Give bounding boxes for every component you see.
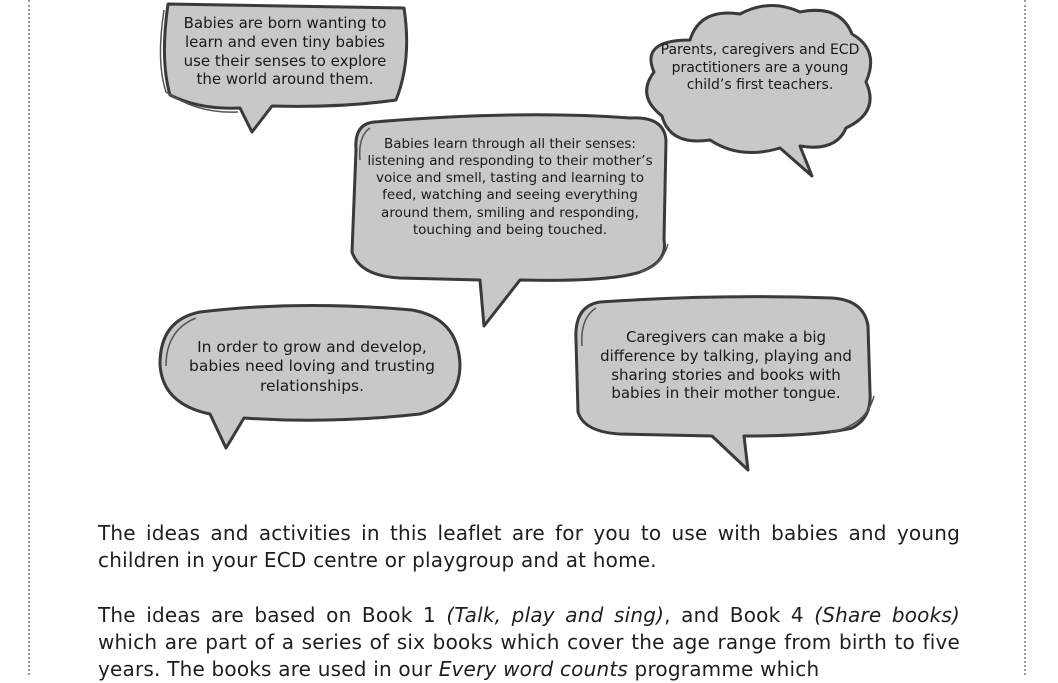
books-paragraph-part1: The ideas are based on Book 1 (98, 603, 447, 627)
bubble-text-3: Babies learn through all their senses: listening and responding to their mother’s voice and smell, tasting and learning to feed, watching and seeing everything around them, smiling and responding, touching and being touched. (367, 136, 653, 238)
book1-title: (Talk, play and sing) (446, 603, 665, 627)
bubble-text-5: Caregivers can make a big difference by talking, playing and sharing stories and books with babies in their mother tongue. (600, 328, 852, 403)
bubble-text-1: Babies are born wanting to learn and even tiny babies use their senses to explore the world around them. (183, 14, 387, 89)
bubble-text-4: In order to grow and develop, babies need loving and trusting relationships. (188, 338, 436, 395)
books-paragraph-part4: programme which (628, 657, 820, 681)
intro-paragraph: The ideas and activities in this leaflet are for you to use with babies and young children in your ECD centre or playgroup and at home. (98, 521, 960, 572)
bubble-text-2: Parents, caregivers and ECD practitioners are a young child’s first teachers. (660, 42, 860, 93)
books-paragraph-part3: which are part of a series of six books which cover the age range from birth to five years. The books are used in our (98, 630, 960, 681)
book4-title: (Share books) (814, 603, 961, 627)
books-paragraph-part2: , and Book 4 (664, 603, 815, 627)
programme-title: Every word counts (438, 657, 628, 681)
books-paragraph (98, 602, 960, 683)
